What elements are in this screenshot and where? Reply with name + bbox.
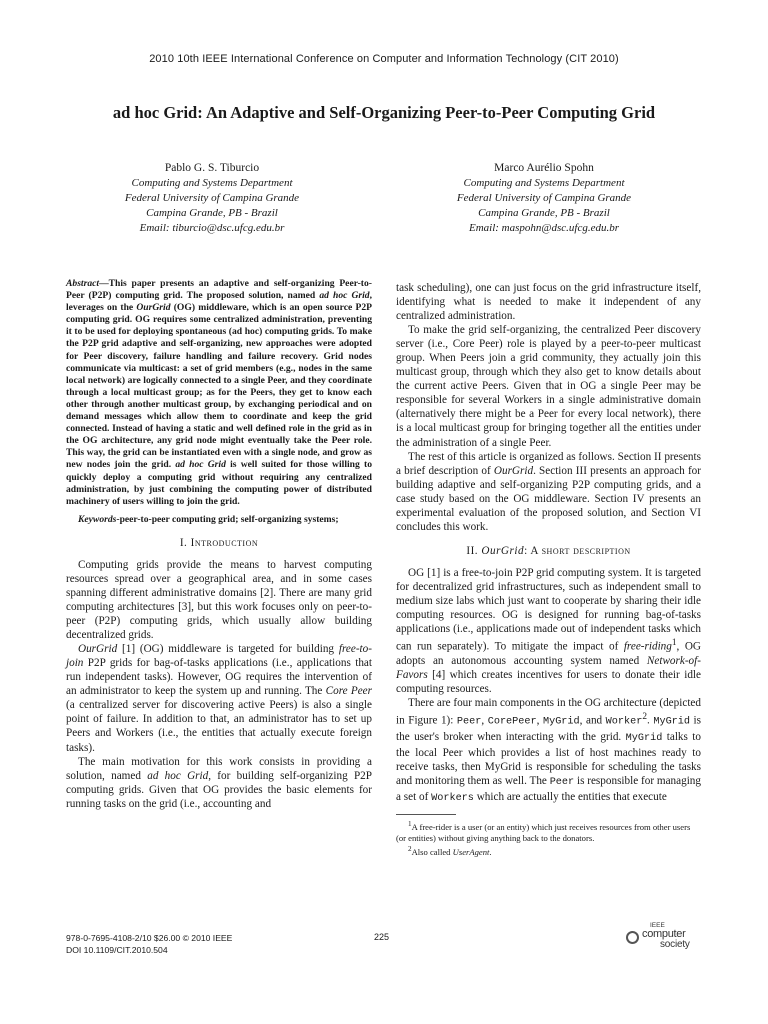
footer-doi[interactable]: DOI 10.1109/CIT.2010.504 bbox=[66, 945, 168, 955]
abstract-emph: ad hoc Grid bbox=[175, 459, 226, 471]
paper-title: ad hoc Grid: An Adaptive and Self-Organizing Peer-to-Peer Computing Grid bbox=[112, 103, 656, 122]
right-column bbox=[396, 281, 701, 858]
text-span: . bbox=[647, 714, 654, 727]
code-corepeer: CorePeer bbox=[487, 716, 537, 728]
abstract-text: (OG) middleware, which is an open source P2P computing grid. OG requires some centralized administration, preventing it to be used for deploying spontaneous (ad hoc) computing grids. To make the P2P grid adaptive and self-organizing, new approaches were adopted for Peer discovery, failure handling and failure recovery. Grid nodes communicate via multicast: a set of grid members (e.g., nodes in the same local network) are logically connected to a single Peer, and they coordinate through a local multicast group; as for the Peers, they get to know each other through another multicast group, by exchanging periodical and on demand messages which allow them to coordinate and keep the grid connected. Instead of having a static and well defined role in the grid as in the OG architecture, any grid node might eventually take the Peer role. This way, the grid can be instantiated even with a single node, and grow as new nodes join the grid. bbox=[66, 302, 372, 471]
footer-isbn: 978-0-7695-4108-2/10 $26.00 © 2010 IEEE bbox=[66, 933, 233, 943]
author-university: Federal University of Campina Grande bbox=[124, 192, 300, 204]
text-span: is responsible for managing a set of bbox=[396, 775, 701, 804]
abstract-text: , leverages on the bbox=[66, 290, 373, 314]
ieee-computer-society-logo bbox=[626, 922, 706, 950]
emph-network-of-favors: Network-of-Favors bbox=[396, 654, 701, 681]
text-span: , OG adopts an autonomous accounting system named bbox=[396, 640, 701, 667]
footnote-text: A free-rider is a user (or an entity) which just receives resources from other users (or entities) without giving anything back to the donators. bbox=[396, 821, 691, 843]
code-peer: Peer bbox=[549, 777, 575, 789]
emph-free-riding: free-riding bbox=[623, 640, 672, 653]
text-span: There are four main components in the OG architecture (depicted in Figure 1): bbox=[396, 697, 701, 727]
text-span: . Section III presents an approach for building adaptive and self-organizing P2P computing grids, and a case study based on the OG middleware. Section IV presents an experimental evaluation of the proposed solution, and Section VI concludes this work. bbox=[396, 464, 701, 533]
author-department: Computing and Systems Department bbox=[131, 177, 293, 189]
abstract bbox=[66, 278, 372, 508]
og-paragraph-2 bbox=[396, 696, 701, 806]
author-location: Campina Grande, PB - Brazil bbox=[146, 207, 278, 219]
code-mygrid: MyGrid bbox=[542, 716, 580, 728]
code-mygrid: MyGrid bbox=[625, 732, 663, 744]
author-location: Campina Grande, PB - Brazil bbox=[478, 207, 610, 219]
abstract-text: is well suited for those willing to quickly deploy a computing grid without requiring any centralized administration, by just combining the computing power of distributed machinery of users willing to join the grid. bbox=[66, 459, 372, 507]
emph-useragent: UserAgent bbox=[452, 846, 490, 857]
code-worker: Worker bbox=[605, 716, 643, 728]
text-span: talks to the local Peer which provides a list of host machines ready to receive tasks, then MyGrid is responsible for scheduling the tasks and monitoring them as well. The bbox=[396, 730, 701, 788]
text-span: P2P grids for bag-of-tasks applications (i.e., applications that run independent tasks). However, OG requires the intervention of an administrator to keep the system up and running. The bbox=[66, 657, 372, 698]
author-university: Federal University of Campina Grande bbox=[456, 192, 632, 204]
logo-text-bottom: society bbox=[660, 939, 690, 950]
abstract-label: Abstract bbox=[66, 278, 100, 289]
text-span: , bbox=[481, 714, 488, 727]
intro-paragraph-1: Computing grids provide the means to harvest computing resources spread over a geographical area, and in some cases spanning different administrative domains [2]. There are many grid computing architectures [3], but this work focuses only on peer-to-peer (P2P) computing grids, which usually allow building decentralized grids. bbox=[66, 558, 372, 642]
author-block-1 bbox=[62, 161, 362, 236]
conference-header: 2010 10th IEEE International Conference on Computer and Information Technology (CIT 2010) bbox=[149, 53, 619, 65]
footnote-text: . bbox=[489, 846, 492, 857]
page-number: 225 bbox=[374, 932, 390, 942]
organization-paragraph bbox=[396, 450, 701, 534]
section-heading-ourgrid bbox=[396, 544, 701, 558]
emph-ourgrid: OurGrid bbox=[78, 643, 118, 656]
author-name: Pablo G. S. Tiburcio bbox=[164, 162, 260, 174]
footnote-1 bbox=[396, 819, 701, 844]
emph-ad-hoc-grid: ad hoc Grid bbox=[147, 769, 209, 782]
left-column bbox=[66, 278, 372, 811]
footer-publication-info bbox=[66, 932, 232, 956]
code-mygrid: MyGrid bbox=[653, 716, 691, 728]
footnote-text: Also called bbox=[411, 846, 453, 857]
emph-ourgrid: OurGrid bbox=[493, 464, 534, 477]
footnote-mark: 2 bbox=[408, 844, 412, 853]
author-email[interactable]: Email: tiburcio@dsc.ufcg.edu.br bbox=[139, 222, 285, 234]
text-span: (a centralized server for discovering active Peers) is also a single point of failure. In addition to that, an administrator has to set up Peers and Workers (i.e., the entities that actually execute foreign tasks). bbox=[66, 699, 372, 754]
author-email[interactable]: Email: maspohn@dsc.ufcg.edu.br bbox=[468, 222, 620, 234]
text-span: OG [1] is a free-to-join P2P grid computing system. It is targeted for decentralized grid infrastructures, such as independent small to medium size labs which just want to cooperate by sharing their idle computing resources. OG is designed for running bag-of-tasks applications (i.e., applications made out of independent tasks which can run separately). To mitigate the impact of bbox=[396, 566, 701, 653]
keywords bbox=[66, 514, 372, 526]
text-span: , bbox=[536, 714, 543, 727]
text-span: [4] which creates incentives for users to donate their idle computing resources. bbox=[396, 668, 701, 695]
emph-free-to-join: free-to-join bbox=[66, 643, 372, 670]
abstract-emph: ad hoc Grid bbox=[319, 290, 370, 302]
code-peer: Peer bbox=[456, 716, 482, 728]
text-span: The rest of this article is organized as follows. Section II presents a brief description of bbox=[396, 450, 701, 477]
author-name: Marco Aurélio Spohn bbox=[494, 162, 594, 174]
footnote-2 bbox=[396, 844, 701, 858]
footnote-ref-1[interactable]: 1 bbox=[671, 638, 677, 649]
keywords-label: Keywords bbox=[78, 513, 117, 525]
author-block-2 bbox=[394, 161, 694, 236]
text-span: [1] (OG) middleware is targeted for building bbox=[117, 643, 339, 656]
text-span: which are actually the entities that execute bbox=[473, 791, 667, 804]
logo-text-mid: computer bbox=[642, 928, 686, 940]
text-span: , and bbox=[579, 714, 606, 727]
author-department: Computing and Systems Department bbox=[463, 177, 625, 189]
section-heading-introduction: I. Introduction bbox=[179, 536, 259, 549]
intro-paragraph-2 bbox=[66, 642, 372, 754]
globe-icon bbox=[626, 931, 639, 944]
abstract-emph: OurGrid bbox=[136, 302, 171, 314]
code-workers: Workers bbox=[431, 793, 474, 805]
intro-paragraph-3 bbox=[66, 755, 372, 811]
footnote-ref-2[interactable]: 2 bbox=[642, 712, 648, 723]
logo-text-top: IEEE bbox=[650, 922, 665, 929]
footnote-divider bbox=[396, 814, 456, 815]
section-number: II. bbox=[466, 544, 482, 557]
footnote-mark: 1 bbox=[408, 820, 412, 829]
continued-paragraph: task scheduling), one can just focus on the grid infrastructure itself, identifying what is needed to make it independent of any centralized administration. bbox=[396, 282, 701, 323]
text-span: The main motivation for this work consists in providing a solution, named bbox=[66, 755, 372, 782]
text-span: , for building self-organizing P2P computing grids. Given that OG provides the basic elements for running tasks on the grid (i.e., accounting and bbox=[66, 769, 372, 810]
abstract-text: —This paper presents an adaptive and self-organizing Peer-to-Peer (P2P) computing grid. The proposed solution, named bbox=[66, 278, 372, 302]
og-paragraph-1 bbox=[396, 566, 701, 696]
section-name: OurGrid bbox=[481, 544, 525, 557]
keywords-text: -peer-to-peer computing grid; self-organizing systems; bbox=[116, 513, 339, 525]
text-span: is the user's broker when interacting with the grid. bbox=[396, 714, 702, 743]
self-organizing-paragraph: To make the grid self-organizing, the centralized Peer discovery server (i.e., Core Peer) role is played by a peer-to-peer multicast group. When Peers join a grid community, they actually join this multicast group, through which they also get to know details about the current active Peers. Given that in OG a single Peer may be responsible for several Workers in a single administrative domain (alternatively there might be a Peer for every local network), there is a local multicast group for bringing together all the entities under the administration of a single Peer. bbox=[396, 324, 701, 449]
emph-core-peer: Core Peer bbox=[325, 685, 372, 698]
section-title-rest: : A short description bbox=[524, 544, 631, 557]
